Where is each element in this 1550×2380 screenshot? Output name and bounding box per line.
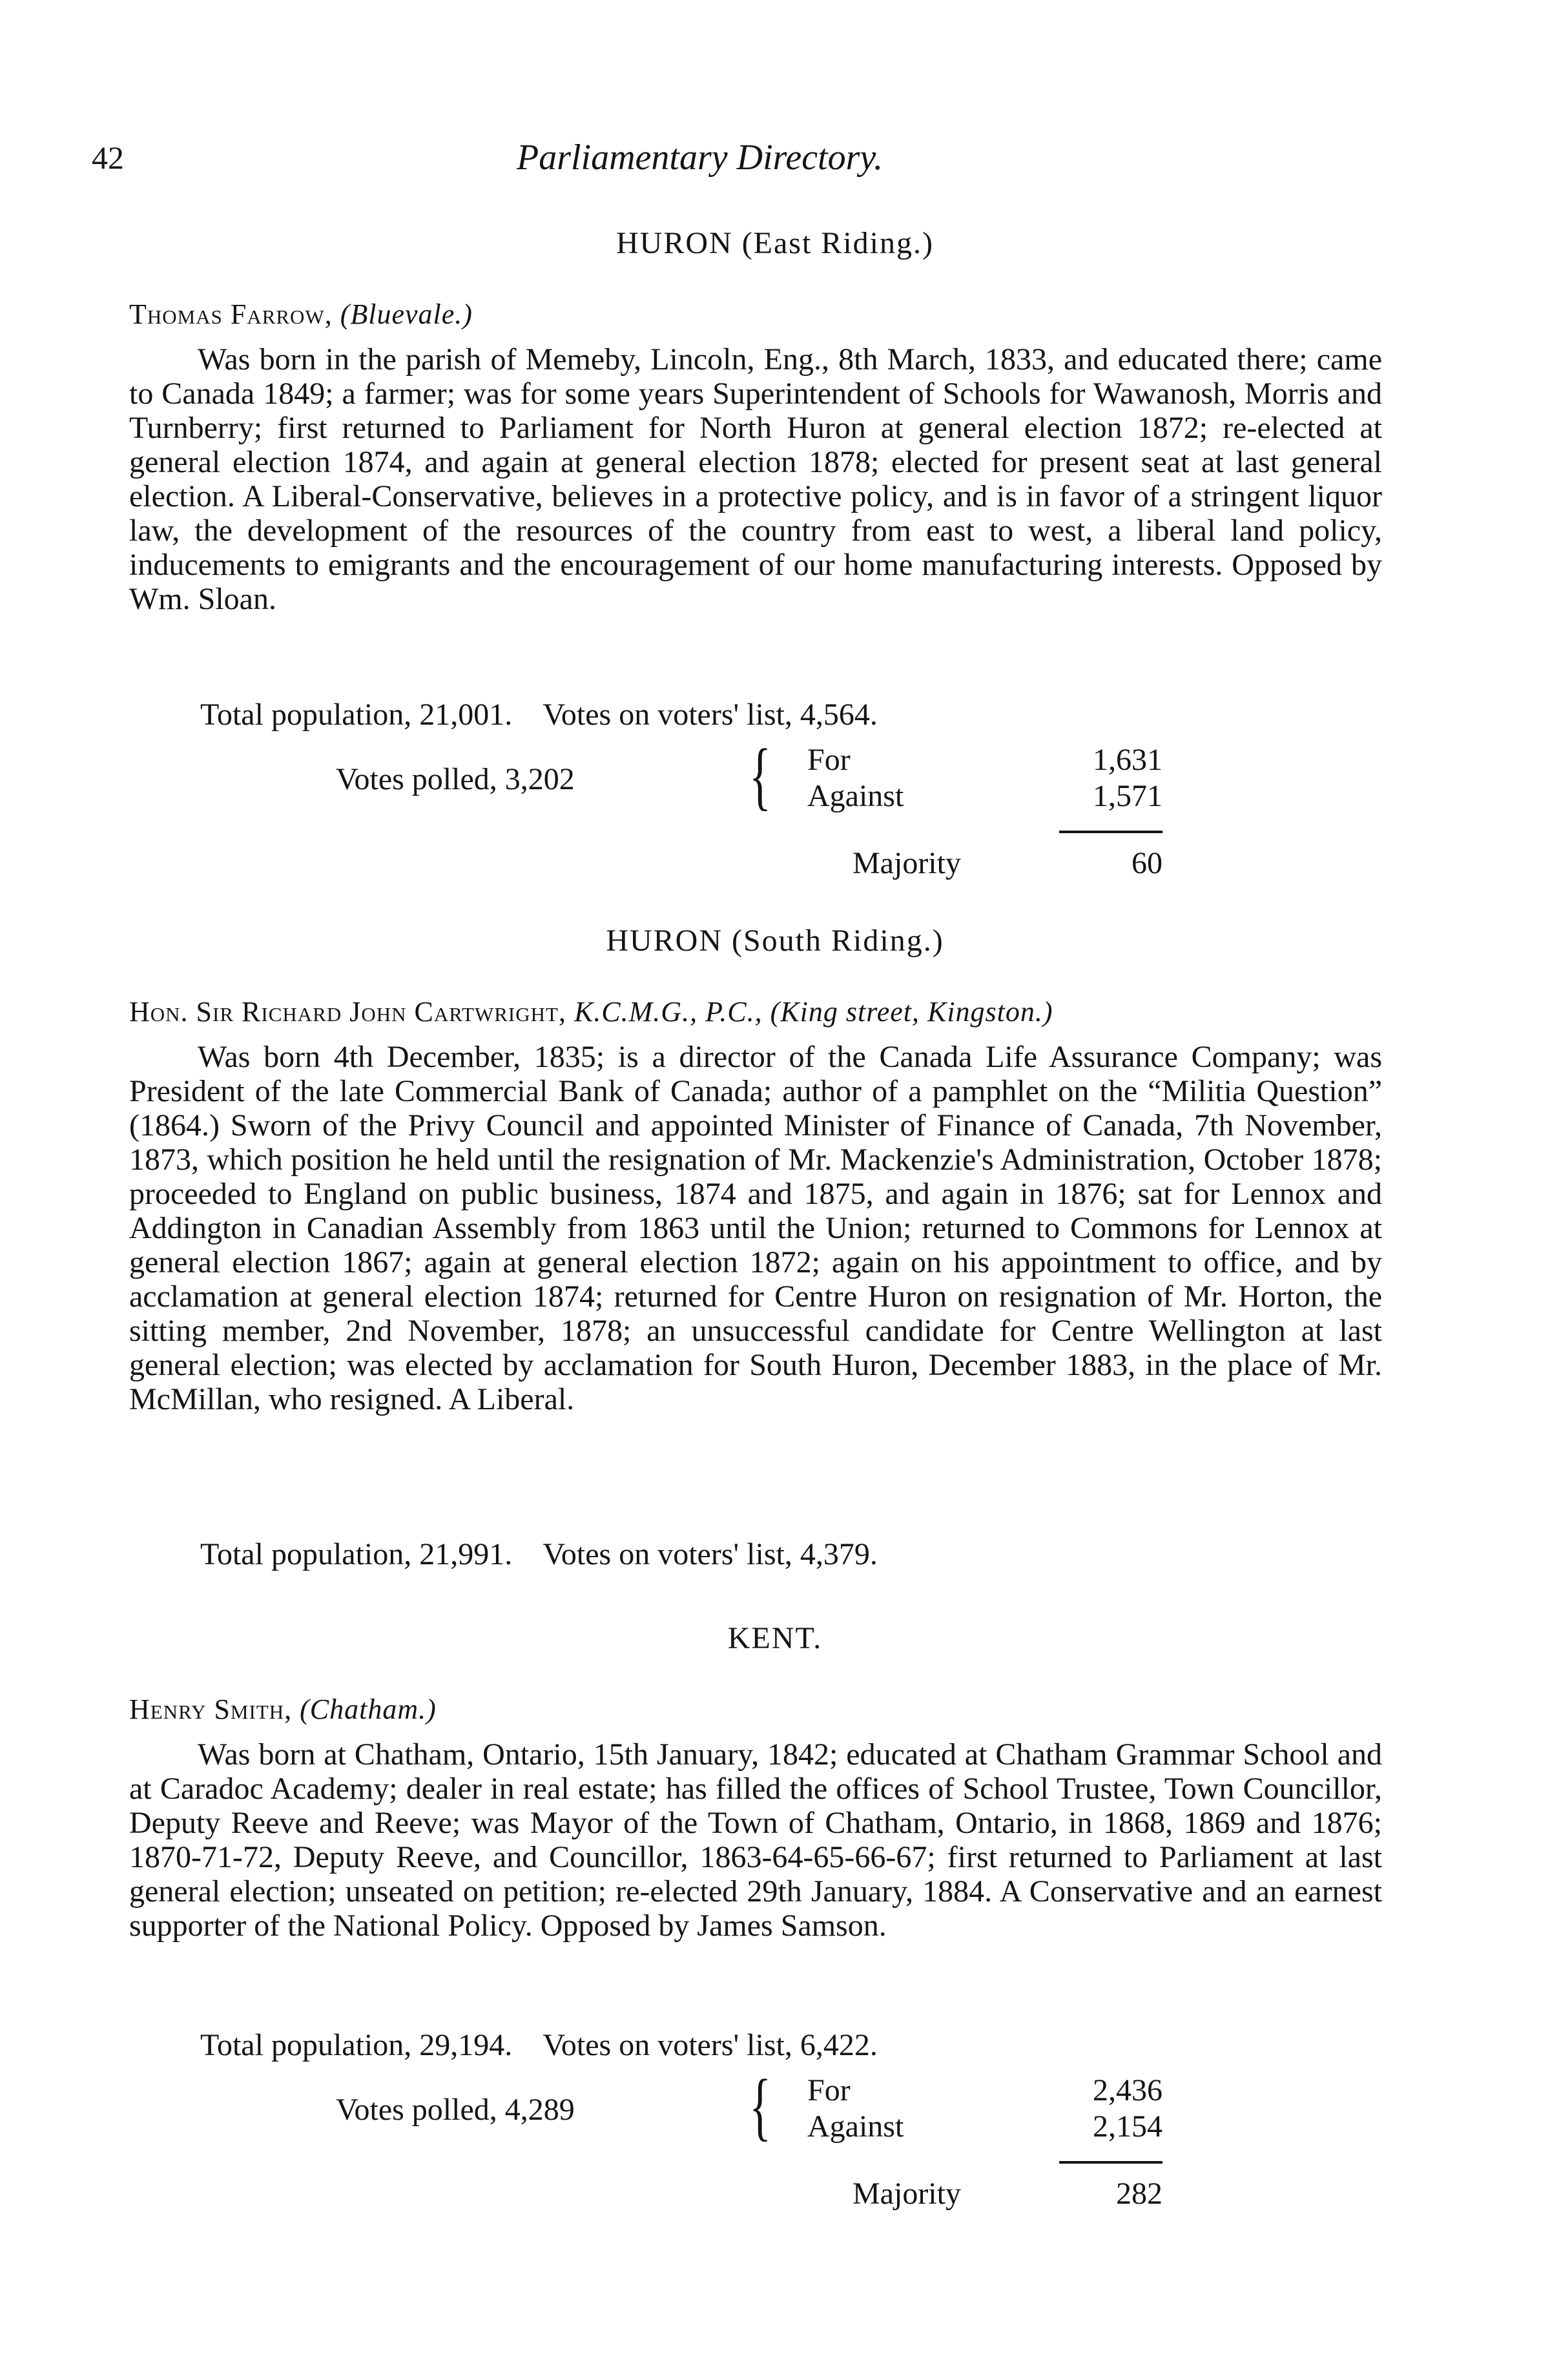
against-votes: 1,571 <box>1093 779 1162 813</box>
member-place: (King street, Kingston.) <box>770 996 1053 1028</box>
member-name: Hon. Sir Richard John Cartwright, <box>129 996 566 1028</box>
voters-list: Votes on voters' list, 4,564. <box>542 698 878 732</box>
population-stats <box>200 2028 878 2062</box>
votes-block <box>0 2064 1550 2151</box>
votes-polled: Votes polled, 4,289 <box>336 2093 575 2127</box>
majority-votes: 282 <box>1116 2177 1162 2211</box>
member-name-line <box>129 297 473 331</box>
member-biography: Was born 4th December, 1835; is a director of the Canada Life Assurance Company; was President of the late Commercial Bank of Canada; author of a pamphlet on the “Militia Question” (1864.) Sworn of the Privy Council and appointed Minister of Finance of Canada, 7th November, 1873, which position he held until the resignation of Mr. Mackenzie's Administration, October 1878; proceeded to England on public business, 1874 and 1875, and again in 1876; sat for Lennox and Addington in Canadian Assembly from 1863 until the Union; returned to Commons for Lennox at general election 1867; again at general election 1872; again on his appointment to office, and by acclamation at general election 1874; returned for Centre Huron on resignation of Mr. Horton, the sitting member, 2nd November, 1878; an unsuccessful candidate for Centre Wellington at last general election; was elected by acclamation for South Huron, December 1883, in the place of Mr. McMillan, who resigned. A Liberal. <box>129 1040 1382 1416</box>
votes-polled: Votes polled, 3,202 <box>336 762 575 796</box>
majority-label: Majority <box>852 846 961 880</box>
running-title: Parliamentary Directory. <box>517 138 884 178</box>
brace-glyph: { <box>749 2064 771 2148</box>
page-number: 42 <box>92 140 124 176</box>
total-population: Total population, 21,991. <box>200 1537 513 1571</box>
voters-list: Votes on voters' list, 4,379. <box>542 1537 878 1571</box>
member-biography: Was born at Chatham, Ontario, 15th January, 1842; educated at Chatham Grammar School and at Caradoc Academy; dealer in real estate; has filled the offices of School Trustee, Town Councillor, Deputy Reeve and Reeve; was Mayor of the Town of Chatham, Ontario, in 1868, 1869 and 1876; 1870-71-72, Deputy Reeve, and Councillor, 1863-64-65-66-67; first returned to Parliament at last general election; unseated on petition; re-elected 29th January, 1884. A Conservative and an earnest supporter of the National Policy. Opposed by James Samson. <box>129 1737 1382 1943</box>
total-population: Total population, 21,001. <box>200 698 513 732</box>
member-name: Henry Smith, <box>129 1693 293 1725</box>
for-votes: 1,631 <box>1093 743 1162 777</box>
against-label: Against <box>807 2109 904 2144</box>
for-label: For <box>807 2073 851 2107</box>
member-biography: Was born in the parish of Memeby, Lincoln, Eng., 8th March, 1833, and educated there; came to Canada 1849; a farmer; was for some years Superintendent of Schools for Wawanosh, Morris and Turnberry; first returned to Parliament for North Huron at general election 1872; re-elected at general election 1874, and again at general election 1878; elected for present seat at last general election. A Liberal-Conservative, believes in a protective policy, and is in favor of a stringent liquor law, the development of the resources of the country from east to west, a liberal land policy, inducements to emigrants and the encouragement of our home manufacturing interests. Opposed by Wm. Sloan. <box>129 342 1382 616</box>
for-votes: 2,436 <box>1093 2073 1162 2107</box>
member-name: Thomas Farrow, <box>129 298 333 330</box>
member-name-line <box>129 1692 437 1726</box>
population-stats <box>200 1537 878 1571</box>
for-label: For <box>807 743 851 777</box>
member-place: (Bluevale.) <box>340 298 473 330</box>
riding-heading: HURON (East Riding.) <box>616 226 934 260</box>
majority-label: Majority <box>852 2177 961 2211</box>
riding-heading: KENT. <box>727 1621 823 1655</box>
member-name-line <box>129 995 1053 1029</box>
voters-list: Votes on voters' list, 6,422. <box>542 2028 878 2062</box>
majority-line <box>0 2177 1550 2215</box>
brace-glyph: { <box>749 733 771 818</box>
votes-block <box>0 733 1550 820</box>
member-honours: K.C.M.G., P.C., <box>574 996 763 1028</box>
sum-rule <box>1059 831 1162 833</box>
riding-heading: HURON (South Riding.) <box>606 924 944 958</box>
page-header <box>0 138 1550 186</box>
population-stats <box>200 698 878 732</box>
majority-votes: 60 <box>1132 846 1162 880</box>
member-place: (Chatham.) <box>300 1693 437 1725</box>
majority-line <box>0 846 1550 885</box>
total-population: Total population, 29,194. <box>200 2028 513 2062</box>
sum-rule <box>1059 2161 1162 2164</box>
against-label: Against <box>807 779 904 813</box>
against-votes: 2,154 <box>1093 2109 1162 2144</box>
